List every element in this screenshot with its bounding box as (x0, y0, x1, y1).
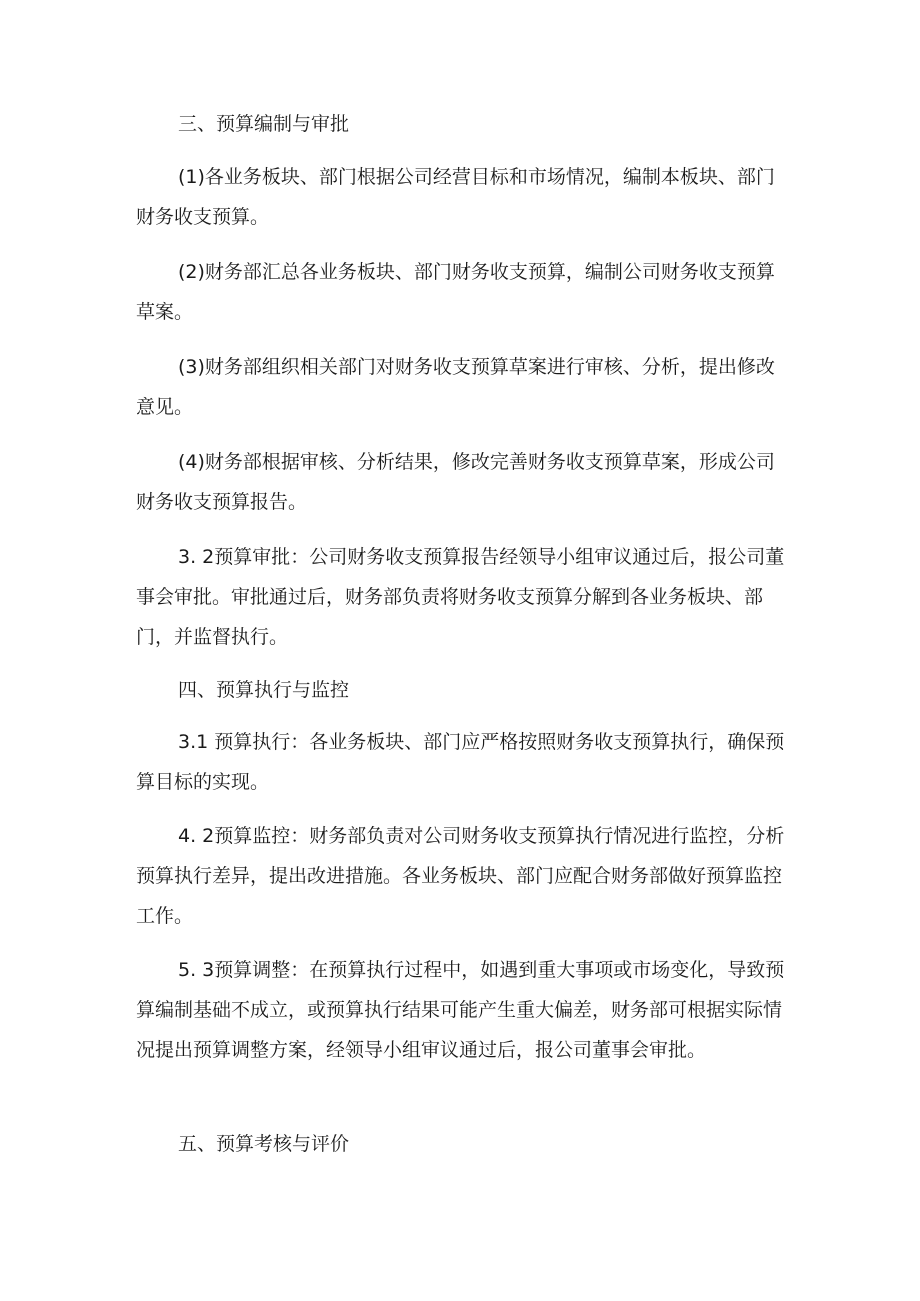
section-heading-5: 五、预算考核与评价 (178, 1133, 350, 1155)
section-heading-4: 四、预算执行与监控 (178, 679, 350, 701)
paragraph-3: (3)财务部组织相关部门对财务收支预算草案进行审核、分析，提出修改意见。 (136, 356, 775, 418)
paragraph-2: (2)财务部汇总各业务板块、部门财务收支预算，编制公司财务收支预算草案。 (136, 261, 775, 323)
paragraph-1: (1)各业务板块、部门根据公司经营目标和市场情况，编制本板块、部门财务收支预算。 (136, 166, 775, 228)
paragraph-6: 3.1 预算执行：各业务板块、部门应严格按照财务收支预算执行，确保预算目标的实现。 (136, 731, 785, 793)
section-heading-3: 三、预算编制与审批 (178, 113, 350, 135)
paragraph-7: 4. 2预算监控：财务部负责对公司财务收支预算执行情况进行监控，分析预算执行差异，提出改进措施。各业务板块、部门应配合财务部做好预算监控工作。 (136, 825, 785, 927)
paragraph-5: 3. 2预算审批：公司财务收支预算报告经领导小组审议通过后，报公司董事会审批。审批通过后，财务部负责将财务收支预算分解到各业务板块、部门，并监督执行。 (136, 546, 785, 648)
paragraph-4: (4)财务部根据审核、分析结果，修改完善财务收支预算草案，形成公司财务收支预算报告。 (136, 451, 775, 513)
paragraph-8: 5. 3预算调整：在预算执行过程中，如遇到重大事项或市场变化，导致预算编制基础不成立，或预算执行结果可能产生重大偏差，财务部可根据实际情况提出预算调整方案，经领导小组审议通过后，报公司董事会审批。 (136, 959, 785, 1061)
